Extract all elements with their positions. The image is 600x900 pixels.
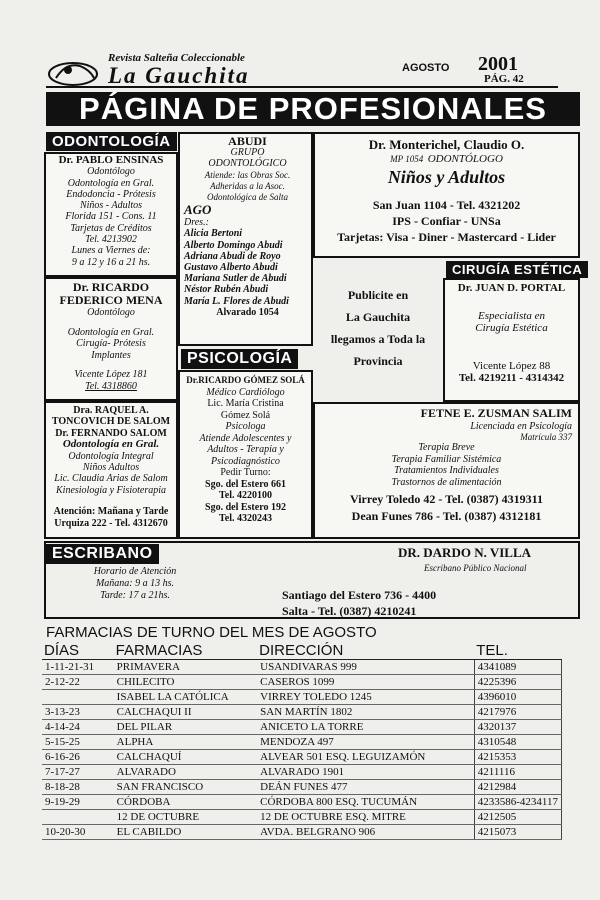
gomez-line: Sgo. del Estero 192	[205, 501, 286, 513]
cell-tel: 4212505	[474, 810, 561, 825]
cell-dias	[42, 810, 114, 825]
farmacias-title: FARMACIAS DE TURNO DEL MES DE AGOSTO	[46, 624, 377, 641]
gaucho-logo-icon	[46, 56, 100, 88]
mena-line: Vicente López 181	[74, 369, 148, 380]
issue-month: AGOSTO	[402, 62, 450, 74]
table-row	[42, 750, 562, 765]
monterichel-name: Dr. Monterichel, Claudio O.	[368, 137, 525, 152]
toncovich-line: Urquiza 222 - Tel. 4312670	[54, 517, 168, 529]
monterichel-title: ODONTÓLOGO	[427, 153, 503, 165]
cell-dias: 2-12-22	[42, 675, 114, 690]
cell-direccion: MENDOZA 497	[257, 735, 474, 750]
card-zusman	[313, 402, 580, 539]
col-header-tel: TEL.	[474, 642, 561, 660]
portal-name: Dr. JUAN D. PORTAL	[457, 282, 566, 294]
card-toncovich	[44, 401, 178, 539]
cell-farmacia: CHILECITO	[114, 675, 257, 690]
cell-dias: 8-18-28	[42, 780, 114, 795]
revista-subtitle: Revista Salteña Coleccionable	[108, 52, 245, 64]
cell-farmacia: 12 DE OCTUBRE	[114, 810, 257, 825]
toncovich-name: Dra. RAQUEL A.	[73, 405, 149, 416]
abudi-doctor: María L. Flores de Abudi	[184, 295, 289, 307]
issue-year: 2001	[478, 53, 518, 75]
toncovich-name: TONCOVICH DE SALOM	[51, 416, 171, 428]
escribano-hours	[60, 566, 210, 602]
toncovich-line: Kinesiología y Fisioterapia	[56, 484, 166, 496]
table-row	[42, 810, 562, 825]
portal-spec: Cirugía Estética	[475, 322, 548, 334]
ensinas-name: Dr. PABLO ENSINAS	[58, 154, 164, 166]
table-row	[42, 705, 562, 720]
zusman-address: Dean Funes 786 - Tel. (0387) 4312181	[351, 509, 542, 523]
cell-direccion: AVDA. BELGRANO 906	[257, 825, 474, 840]
cell-tel: 4215073	[474, 825, 561, 840]
col-header-farmacias: FARMACIAS	[114, 642, 257, 660]
monterichel-tarjetas: Tarjetas: Visa - Diner - Mastercard - Lider	[337, 230, 556, 244]
cell-farmacia: EL CABILDO	[114, 825, 257, 840]
table-row	[42, 795, 562, 810]
abudi-doctor: Alicia Bertoni	[184, 228, 243, 240]
cell-farmacia: CÓRDOBA	[114, 795, 257, 810]
ensinas-line: Odontología en Gral.	[67, 177, 155, 189]
page-number: PÁG. 42	[484, 73, 524, 85]
ensinas-line: Lunes a Viernes de:	[71, 245, 151, 257]
ensinas-line: Odontólogo	[87, 166, 135, 178]
cell-direccion: ALVARADO 1901	[257, 765, 474, 780]
abudi-line: Adheridas a la Asoc.	[210, 180, 285, 191]
monterichel-mp: MP 1054	[390, 154, 424, 164]
gomez-line: Tel. 4220100	[219, 490, 272, 501]
zusman-spec: Tratamientos Individuales	[394, 465, 499, 476]
abudi-line: Atiende: las Obras Soc.	[204, 169, 291, 180]
cell-dias: 10-20-30	[42, 825, 114, 840]
cell-dias: 3-13-23	[42, 705, 114, 720]
abudi-ago: AGO	[184, 202, 212, 218]
monterichel-obras: IPS - Confiar - UNSa	[392, 214, 501, 228]
cell-farmacia: CALCHAQUÍ	[114, 750, 257, 765]
section-label-cirugia: CIRUGÍA ESTÉTICA	[446, 261, 588, 278]
mena-name: Dr. RICARDO	[72, 280, 150, 294]
card-abudi	[178, 132, 313, 346]
zusman-spec: Terapia Familiar Sistémica	[391, 453, 502, 465]
abudi-title: ABUDI	[228, 134, 267, 148]
cell-direccion: CÓRDOBA 800 ESQ. TUCUMÁN	[257, 795, 474, 810]
section-label-escribano: ESCRIBANO	[46, 544, 159, 564]
zusman-lic: Licenciada en Psicología	[470, 421, 572, 432]
villa-tel: Salta - Tel. (0387) 4210241	[282, 604, 417, 618]
card-ensinas	[44, 152, 178, 277]
hours-line: Mañana: 9 a 13 hs.	[95, 578, 175, 589]
gomez-line: Atiende Adolescentes y	[199, 432, 292, 444]
mena-line: Odontología en Gral.	[67, 326, 155, 338]
table-row	[42, 765, 562, 780]
toncovich-line: Odontología en Gral.	[62, 438, 160, 451]
zusman-spec: Terapia Breve	[418, 442, 475, 453]
cell-tel: 4310548	[474, 735, 561, 750]
hours-line: Tarde: 17 a 21hs.	[100, 590, 170, 601]
mena-name: FEDERICO MENA	[59, 293, 163, 307]
farmacias-table	[42, 642, 562, 840]
cell-tel: 4212984	[474, 780, 561, 795]
publicite-line: llegamos a Toda la	[330, 332, 426, 346]
abudi-doctor: Gustavo Alberto Abudi	[184, 262, 278, 274]
section-label-psicologia: PSICOLOGÍA	[181, 349, 298, 369]
table-row	[42, 780, 562, 795]
abudi-doctor: Alberto Domingo Abudi	[184, 239, 283, 251]
table-row	[42, 675, 562, 690]
cell-direccion: CASEROS 1099	[257, 675, 474, 690]
farmacias-header-row	[42, 642, 562, 660]
monterichel-address: San Juan 1104 - Tel. 4321202	[372, 198, 521, 212]
cell-farmacia: CALCHAQUI II	[114, 705, 257, 720]
cell-dias: 9-19-29	[42, 795, 114, 810]
gomez-line: Gómez Solá	[220, 409, 271, 421]
section-label-odontologia: ODONTOLOGÍA	[46, 132, 177, 151]
gomez-line: Sgo. del Estero 661	[205, 478, 286, 490]
abudi-doctor: Néstor Rubén Abudi	[184, 284, 269, 296]
abudi-line: Odontológica de Salta	[207, 192, 288, 203]
gomez-line: Psicodiagnóstico	[211, 455, 280, 467]
cell-tel: 4341089	[474, 660, 561, 675]
abudi-line: GRUPO	[230, 147, 265, 159]
cell-tel: 4320137	[474, 720, 561, 735]
zusman-spec: Trastornos de alimentación	[391, 476, 502, 488]
cell-farmacia: ALPHA	[114, 735, 257, 750]
cell-tel: 4225396	[474, 675, 561, 690]
publicite-line: Publicite en	[347, 288, 409, 302]
zusman-address: Virrey Toledo 42 - Tel. (0387) 4319311	[349, 492, 543, 506]
portal-address: Vicente López 88	[472, 360, 551, 372]
ensinas-line: Tarjetas de Créditos	[70, 222, 152, 234]
table-row	[42, 825, 562, 840]
abudi-doctor: Adriana Abudi de Royo	[184, 250, 281, 262]
ensinas-line: Florida 151 - Cons. 11	[65, 211, 157, 223]
cell-tel: 4233586-4234117	[474, 795, 561, 810]
cell-tel: 4211116	[474, 765, 561, 780]
abudi-dres-label: Dres.:	[184, 217, 209, 229]
toncovich-line: Atención: Mañana y Tarde	[53, 506, 169, 518]
villa-name: DR. DARDO N. VILLA	[398, 545, 532, 560]
villa-address: Santiago del Estero 736 - 4400	[282, 588, 437, 602]
villa-title: Escribano Público Nacional	[424, 563, 527, 573]
toncovich-line: Odontología Integral	[68, 450, 154, 462]
cell-farmacia: DEL PILAR	[114, 720, 257, 735]
ensinas-line: Tel. 4213902	[85, 234, 137, 246]
masthead-rule	[46, 86, 558, 88]
toncovich-name: Dr. FERNANDO SALOM	[55, 427, 167, 439]
zusman-name: FETNE E. ZUSMAN SALIM	[420, 406, 572, 420]
gomez-line: Psicologa	[225, 421, 266, 432]
cell-direccion: ALVEAR 501 ESQ. LEGUIZAMÓN	[257, 750, 474, 765]
publicite-line: La Gauchita	[345, 310, 411, 324]
cell-farmacia: PRIMAVERA	[114, 660, 257, 675]
gomez-line: Dr.RICARDO GÓMEZ SOLÁ	[186, 375, 305, 385]
abudi-line: ODONTOLÓGICO	[208, 158, 287, 170]
cell-dias: 6-16-26	[42, 750, 114, 765]
ensinas-line: Endodoncia - Prótesis	[66, 188, 156, 200]
portal-spec: Especialista en	[478, 310, 545, 322]
cell-direccion: VIRREY TOLEDO 1245	[257, 690, 474, 705]
table-row	[42, 735, 562, 750]
ad-publicite	[313, 258, 443, 400]
card-mena	[44, 277, 178, 401]
cell-dias	[42, 690, 114, 705]
cell-tel: 4217976	[474, 705, 561, 720]
toncovich-line: Lic. Claudia Arias de Salom	[54, 473, 168, 485]
cell-dias: 4-14-24	[42, 720, 114, 735]
table-row	[42, 690, 562, 705]
col-header-direccion: DIRECCIÓN	[257, 642, 474, 660]
abudi-address: Alvarado 1054	[216, 306, 279, 318]
card-portal	[443, 278, 580, 402]
col-header-dias: DÍAS	[42, 642, 114, 660]
cell-direccion: 12 DE OCTUBRE ESQ. MITRE	[257, 810, 474, 825]
portal-tel: Tel. 4219211 - 4314342	[458, 372, 565, 384]
monterichel-tagline: Niños y Adultos	[387, 167, 506, 187]
mena-line: Implantes	[91, 349, 131, 361]
publicite-line: Provincia	[353, 354, 403, 368]
gomez-line: Adultos - Terapia y	[207, 444, 284, 455]
card-monterichel	[313, 132, 580, 258]
cell-dias: 7-17-27	[42, 765, 114, 780]
ensinas-line: 9 a 12 y 16 a 21 hs.	[71, 256, 151, 268]
cell-farmacia: ISABEL LA CATÓLICA	[114, 690, 257, 705]
hours-line: Horario de Atención	[93, 566, 177, 577]
cell-farmacia: SAN FRANCISCO	[114, 780, 257, 795]
cell-farmacia: ALVARADO	[114, 765, 257, 780]
cell-tel: 4396010	[474, 690, 561, 705]
zusman-mat: Matrícula 337	[520, 432, 572, 442]
gomez-line: Médico Cardiólogo	[206, 386, 285, 398]
gomez-line: Pedir Turno:	[220, 467, 271, 478]
gomez-line: Tel. 4320243	[219, 513, 272, 524]
table-row	[42, 660, 562, 675]
table-row	[42, 720, 562, 735]
cell-dias: 1-11-21-31	[42, 660, 114, 675]
mena-line: Odontólogo	[87, 307, 135, 318]
cell-tel: 4215353	[474, 750, 561, 765]
gomez-line: Lic. María Cristina	[207, 398, 284, 409]
abudi-doctor: Mariana Sutler de Abudi	[184, 273, 287, 285]
cell-direccion: ANICETO LA TORRE	[257, 720, 474, 735]
mena-line: Tel. 4318860	[85, 380, 137, 392]
magazine-name: La Gauchita	[108, 63, 250, 88]
cell-dias: 5-15-25	[42, 735, 114, 750]
page-banner: PÁGINA DE PROFESIONALES	[46, 92, 580, 126]
ensinas-line: Niños - Adultos	[79, 200, 143, 212]
mena-line: Cirugía- Prótesis	[76, 338, 146, 349]
card-gomez-sola	[178, 370, 313, 539]
cell-direccion: DEÁN FUNES 477	[257, 780, 474, 795]
cell-direccion: SAN MARTÍN 1802	[257, 705, 474, 720]
toncovich-line: Niños Adultos	[82, 462, 140, 474]
cell-direccion: USANDIVARAS 999	[257, 660, 474, 675]
